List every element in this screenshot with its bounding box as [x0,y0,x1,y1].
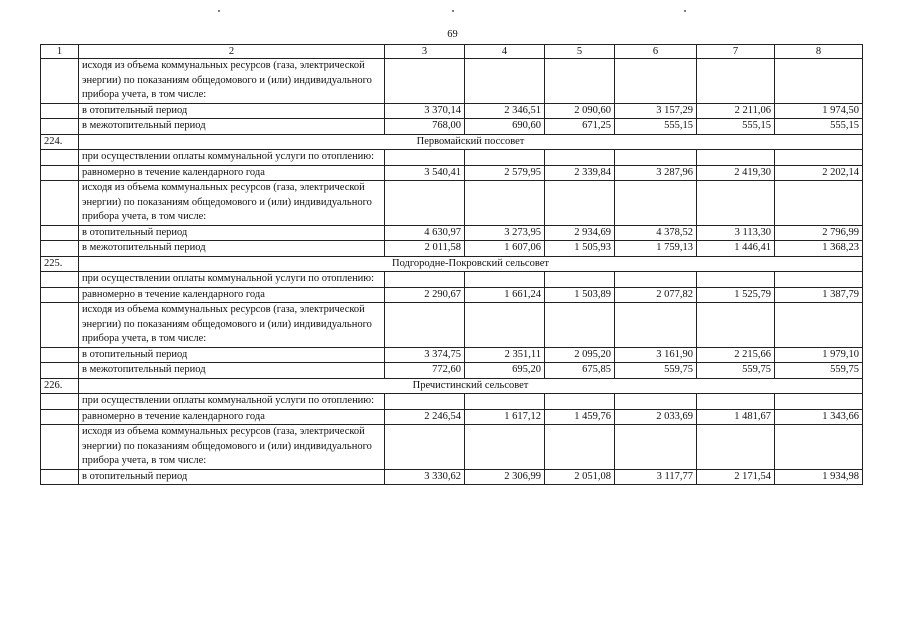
value-cell: 1 503,89 [545,287,615,303]
value-cell: 555,15 [615,119,697,135]
table-row [41,347,863,363]
value-cell [465,425,545,470]
table-body [41,45,863,485]
value-cell: 4 378,52 [615,225,697,241]
row-label: исходя из объема коммунальных ресурсов (газа, электрической энергии) по показаниям общедомового и (или) индивидуального прибора учета, в том числе: [79,303,385,348]
value-cell [385,303,465,348]
value-cell [775,150,863,166]
section-number: 225. [41,256,79,272]
value-cell [697,303,775,348]
value-cell: 3 117,77 [615,469,697,485]
row-label: в межотопительный период [79,363,385,379]
value-cell [545,425,615,470]
column-number: 5 [545,45,615,59]
value-cell [615,394,697,410]
value-cell [385,59,465,104]
value-cell: 555,15 [697,119,775,135]
row-number-cell [41,394,79,410]
value-cell [465,272,545,288]
row-label: исходя из объема коммунальных ресурсов (газа, электрической энергии) по показаниям общедомового и (или) индивидуального прибора учета, в том числе: [79,425,385,470]
description-row [41,303,863,348]
value-cell [775,394,863,410]
value-cell: 1 607,06 [465,241,545,257]
value-cell: 3 370,14 [385,103,465,119]
row-label: равномерно в течение календарного года [79,287,385,303]
row-number-cell [41,409,79,425]
value-cell: 1 974,50 [775,103,863,119]
value-cell: 2 934,69 [545,225,615,241]
column-number: 6 [615,45,697,59]
value-cell: 1 368,23 [775,241,863,257]
row-label: при осуществлении оплаты коммунальной услуги по отоплению: [79,150,385,166]
description-row [41,59,863,104]
row-label: в межотопительный период [79,241,385,257]
column-number: 1 [41,45,79,59]
table-row [41,469,863,485]
value-cell [385,394,465,410]
value-cell: 1 759,13 [615,241,697,257]
value-cell [545,303,615,348]
column-number: 2 [79,45,385,59]
description-row [41,181,863,226]
value-cell [615,181,697,226]
row-number-cell [41,181,79,226]
value-cell: 559,75 [775,363,863,379]
value-cell [545,272,615,288]
row-number-cell [41,347,79,363]
row-number-cell [41,150,79,166]
scan-dot [452,10,454,12]
row-number-cell [41,103,79,119]
value-cell [385,425,465,470]
section-title: Первомайский поссовет [79,134,863,150]
value-cell [385,272,465,288]
section-row [41,256,863,272]
value-cell: 2 202,14 [775,165,863,181]
value-cell [697,181,775,226]
value-cell [615,272,697,288]
row-number-cell [41,59,79,104]
row-label: равномерно в течение календарного года [79,409,385,425]
row-label: в отопительный период [79,103,385,119]
table-row [41,241,863,257]
value-cell [615,425,697,470]
value-cell: 2 796,99 [775,225,863,241]
table-row [41,363,863,379]
value-cell: 3 273,95 [465,225,545,241]
value-cell: 1 934,98 [775,469,863,485]
value-cell: 2 095,20 [545,347,615,363]
value-cell [545,181,615,226]
table-row [41,119,863,135]
row-number-cell [41,225,79,241]
value-cell: 2 077,82 [615,287,697,303]
description-row [41,394,863,410]
row-number-cell [41,287,79,303]
value-cell: 695,20 [465,363,545,379]
table-row [41,409,863,425]
value-cell [465,150,545,166]
value-cell: 2 033,69 [615,409,697,425]
value-cell [697,150,775,166]
value-cell: 559,75 [697,363,775,379]
value-cell: 1 979,10 [775,347,863,363]
value-cell: 1 505,93 [545,241,615,257]
value-cell [465,303,545,348]
value-cell: 3 374,75 [385,347,465,363]
value-cell: 2 339,84 [545,165,615,181]
value-cell [465,181,545,226]
value-cell: 2 346,51 [465,103,545,119]
value-cell [545,150,615,166]
value-cell: 555,15 [775,119,863,135]
value-cell: 2 090,60 [545,103,615,119]
value-cell [775,303,863,348]
value-cell: 2 211,06 [697,103,775,119]
scan-dot [218,10,220,12]
value-cell: 3 287,96 [615,165,697,181]
table-row [41,287,863,303]
row-number-cell [41,363,79,379]
value-cell: 1 459,76 [545,409,615,425]
value-cell: 1 617,12 [465,409,545,425]
value-cell: 3 330,62 [385,469,465,485]
value-cell: 3 540,41 [385,165,465,181]
value-cell [615,150,697,166]
value-cell [697,394,775,410]
value-cell: 671,25 [545,119,615,135]
row-number-cell [41,425,79,470]
value-cell: 2 215,66 [697,347,775,363]
section-number: 224. [41,134,79,150]
value-cell: 2 246,54 [385,409,465,425]
value-cell: 2 306,99 [465,469,545,485]
value-cell: 768,00 [385,119,465,135]
row-label: исходя из объема коммунальных ресурсов (газа, электрической энергии) по показаниям общедомового и (или) индивидуального прибора учета, в том числе: [79,59,385,104]
row-label: в отопительный период [79,225,385,241]
value-cell [465,59,545,104]
value-cell [545,394,615,410]
value-cell: 1 661,24 [465,287,545,303]
row-number-cell [41,241,79,257]
value-cell: 1 446,41 [697,241,775,257]
row-label: равномерно в течение календарного года [79,165,385,181]
column-number-row [41,45,863,59]
value-cell [775,425,863,470]
value-cell [775,181,863,226]
row-number-cell [41,303,79,348]
section-title: Подгородне-Покровский сельсовет [79,256,863,272]
value-cell: 4 630,97 [385,225,465,241]
row-label: при осуществлении оплаты коммунальной услуги по отоплению: [79,394,385,410]
value-cell: 3 157,29 [615,103,697,119]
section-row [41,378,863,394]
tariff-table [40,44,863,485]
value-cell [697,59,775,104]
value-cell [545,59,615,104]
row-label: исходя из объема коммунальных ресурсов (газа, электрической энергии) по показаниям общедомового и (или) индивидуального прибора учета, в том числе: [79,181,385,226]
row-label: в межотопительный период [79,119,385,135]
section-number: 226. [41,378,79,394]
value-cell: 2 351,11 [465,347,545,363]
value-cell: 2 579,95 [465,165,545,181]
value-cell [697,425,775,470]
row-number-cell [41,165,79,181]
value-cell [615,59,697,104]
description-row [41,272,863,288]
value-cell [465,394,545,410]
section-row [41,134,863,150]
value-cell: 3 113,30 [697,225,775,241]
row-label: в отопительный период [79,347,385,363]
row-number-cell [41,119,79,135]
column-number: 4 [465,45,545,59]
row-number-cell [41,272,79,288]
value-cell: 1 343,66 [775,409,863,425]
value-cell: 1 387,79 [775,287,863,303]
value-cell [775,59,863,104]
row-label: при осуществлении оплаты коммунальной услуги по отоплению: [79,272,385,288]
section-title: Пречистинский сельсовет [79,378,863,394]
value-cell [385,181,465,226]
value-cell: 2 051,08 [545,469,615,485]
description-row [41,150,863,166]
column-number: 3 [385,45,465,59]
value-cell: 3 161,90 [615,347,697,363]
value-cell: 2 171,54 [697,469,775,485]
table-row [41,165,863,181]
row-label: в отопительный период [79,469,385,485]
column-number: 8 [775,45,863,59]
column-number: 7 [697,45,775,59]
scan-dot [684,10,686,12]
value-cell [697,272,775,288]
value-cell: 2 419,30 [697,165,775,181]
table-row [41,103,863,119]
value-cell: 559,75 [615,363,697,379]
value-cell: 772,60 [385,363,465,379]
value-cell: 2 290,67 [385,287,465,303]
value-cell [615,303,697,348]
value-cell: 675,85 [545,363,615,379]
value-cell [775,272,863,288]
value-cell: 1 525,79 [697,287,775,303]
value-cell: 1 481,67 [697,409,775,425]
value-cell [385,150,465,166]
row-number-cell [41,469,79,485]
value-cell: 690,60 [465,119,545,135]
description-row [41,425,863,470]
page-number: 69 [447,29,458,40]
value-cell: 2 011,58 [385,241,465,257]
table-row [41,225,863,241]
